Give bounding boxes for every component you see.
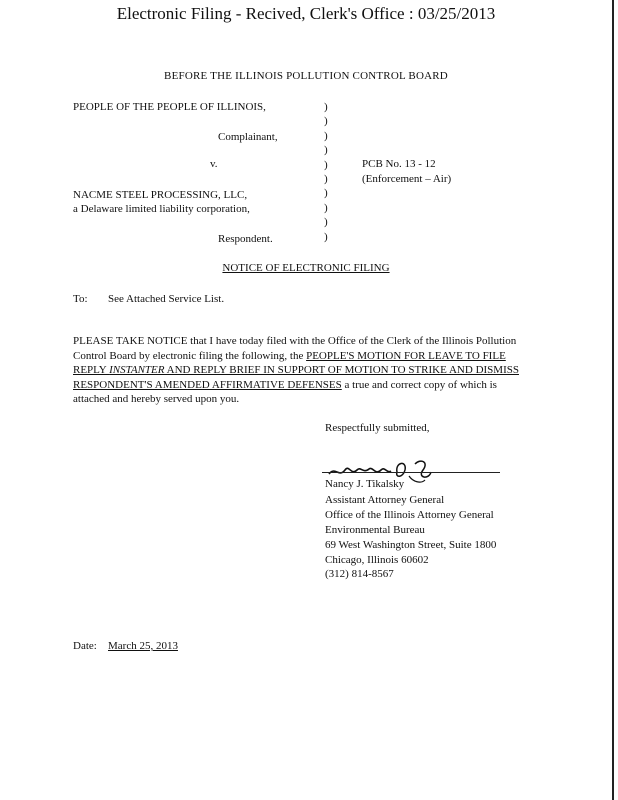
signer-bureau: Environmental Bureau bbox=[325, 524, 425, 536]
caption-paren: ) bbox=[324, 173, 328, 185]
notice-title: NOTICE OF ELECTRONIC FILING bbox=[222, 262, 390, 274]
to-label: To: bbox=[73, 293, 88, 305]
complainant-name: PEOPLE OF THE PEOPLE OF ILLINOIS, bbox=[73, 101, 266, 113]
notice-body bbox=[73, 334, 533, 407]
caption-paren: ) bbox=[324, 159, 328, 171]
date-label: Date: bbox=[73, 640, 97, 652]
signer-office: Office of the Illinois Attorney General bbox=[325, 509, 494, 521]
signature-line bbox=[322, 472, 500, 473]
signer-phone: (312) 814-8567 bbox=[325, 568, 394, 580]
caption-paren: ) bbox=[324, 187, 328, 199]
page-edge-line bbox=[612, 0, 614, 800]
board-title: BEFORE THE ILLINOIS POLLUTION CONTROL BOARD bbox=[164, 70, 448, 82]
complainant-label: Complainant, bbox=[218, 131, 278, 143]
caption-paren: ) bbox=[324, 101, 328, 113]
versus-label: v. bbox=[210, 158, 218, 170]
motion-title-part1: PEOPLE'S MOTION FOR LEAVE TO FILE REPLY bbox=[73, 349, 506, 376]
electronic-filing-stamp: Electronic Filing - Recived, Clerk's Office : 03/25/2013 bbox=[116, 4, 496, 23]
case-type: (Enforcement – Air) bbox=[362, 173, 452, 185]
caption-paren: ) bbox=[324, 216, 328, 228]
motion-title-instanter: INSTANTER bbox=[109, 364, 165, 376]
date-value: March 25, 2013 bbox=[108, 640, 178, 652]
respondent-label: Respondent. bbox=[218, 233, 273, 245]
closing-text: Respectfully submitted, bbox=[325, 422, 430, 434]
signer-name: Nancy J. Tikalsky bbox=[325, 478, 405, 490]
respondent-description: a Delaware limited liability corporation, bbox=[73, 203, 250, 215]
caption-paren: ) bbox=[324, 202, 328, 214]
motion-title-part2: AND REPLY BRIEF IN SUPPORT OF MOTION TO STRIKE AND DISMISS RESPONDENT'S AMENDED AFFIRMATIVE DEFENSES bbox=[73, 364, 519, 391]
caption-paren: ) bbox=[324, 115, 328, 127]
case-number: PCB No. 13 - 12 bbox=[362, 158, 436, 170]
caption-paren: ) bbox=[324, 144, 328, 156]
notice-intro: PLEASE TAKE NOTICE that I have today filed with the Office of the Clerk of the Illinois Pollution Control Board by electronic filing the following, the bbox=[73, 335, 517, 362]
signer-city: Chicago, Illinois 60602 bbox=[325, 554, 429, 566]
signer-street: 69 West Washington Street, Suite 1800 bbox=[325, 539, 497, 551]
to-value: See Attached Service List. bbox=[108, 293, 225, 305]
caption-paren: ) bbox=[324, 130, 328, 142]
signer-title: Assistant Attorney General bbox=[325, 494, 445, 506]
caption-paren: ) bbox=[324, 231, 328, 243]
notice-outro: a true and correct copy of which is attached and hereby served upon you. bbox=[73, 378, 497, 405]
respondent-name: NACME STEEL PROCESSING, LLC, bbox=[73, 189, 248, 201]
